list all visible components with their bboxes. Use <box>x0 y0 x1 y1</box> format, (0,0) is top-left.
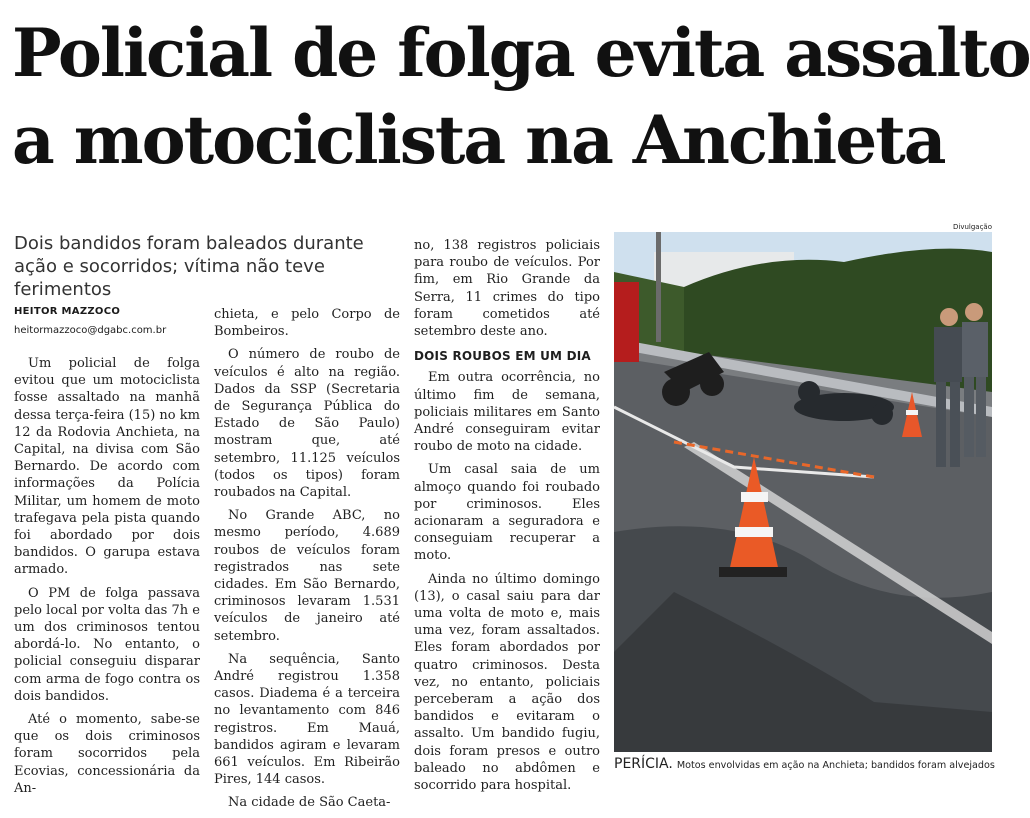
article-column-2 <box>214 306 400 818</box>
article-column-1 <box>14 355 200 803</box>
paragraph: O número de roubo de veículos é alto na região. Dados da SSP (Secretaria de Segurança Pública do Estado de São Paulo) mostram que, até setembro, 11.125 veículos (todos os tipos) foram roubados na Capital. <box>214 347 400 501</box>
article-column-3 <box>414 237 600 800</box>
paragraph: Em outra ocorrência, no último fim de semana, policiais militares em Santo André conseguiram evitar roubo de moto na cidade. <box>414 370 600 455</box>
paragraph: O PM de folga passava pelo local por volta das 7h e um dos criminosos tentou abordá-lo. No entanto, o policial conseguiu disparar com arma de fogo contra os dois bandidos. <box>14 585 200 704</box>
paragraph: Na cidade de São Caeta- <box>228 795 391 811</box>
paragraph: No Grande ABC, no mesmo período, 4.689 roubos de veículos foram registrados nas sete cidades. Em São Bernardo, criminosos levaram 1.531 veículos de janeiro até setembro. <box>214 508 400 644</box>
paragraph: Ainda no último domingo (13), o casal saiu para dar uma volta de moto e, mais uma vez, foram assaltados. Eles foram abordados por quatro criminosos. Desta vez, no entanto, policiais perceberam a ação dos bandidos e evitaram o assalto. Um bandido fugiu, dois foram presos e outro baleado no abdômen e socorrido para hospital. <box>414 571 600 794</box>
photo-credit: Divulgação <box>952 223 992 231</box>
paragraph: Um casal saia de um almoço quando foi roubado por criminosos. Eles acionaram a seguradora e conseguiam recuperar a moto. <box>414 462 600 564</box>
subheading: DOIS ROUBOS EM UM DIA <box>414 349 591 364</box>
byline-author: HEITOR MAZZOCO <box>14 306 121 317</box>
headline <box>12 10 1030 184</box>
paragraph: no, 138 registros policiais para roubo de veículos. Por fim, em Rio Grande da Serra, 11 crimes do tipo foram cometidos até setembro deste ano. <box>414 238 600 340</box>
paragraph: Até o momento, sabe-se que os dois criminosos foram socorridos pela Ecovias, concessionária da An- <box>14 712 200 796</box>
headline-line-1: Policial de folga evita assalto <box>12 14 1030 92</box>
caption-label: PERÍCIA. <box>614 756 673 772</box>
paragraph: Um policial de folga evitou que um motociclista fosse assaltado na manhã dessa terça-feira (15) no km 12 da Rodovia Anchieta, na Capital, na divisa com São Bernardo. De acordo com informações da Polícia Militar, um homem de moto trafegava pela pista quando foi abordado por dois bandidos. O garupa estava armado. <box>14 356 200 578</box>
paragraph: Na sequência, Santo André registrou 1.358 casos. Diadema é a terceira no levantamento com 846 registros. Em Mauá, bandidos agiram e levaram 661 veículos. Em Ribeirão Pires, 144 casos. <box>214 651 400 788</box>
news-photo <box>614 232 992 752</box>
photo-illustration <box>614 232 992 752</box>
paragraph: chieta, e pelo Corpo de Bombeiros. <box>214 307 400 340</box>
headline-line-2: a motociclista na Anchieta <box>12 101 945 179</box>
photo-caption <box>614 756 999 772</box>
byline-email: heitormazzoco@dgabc.com.br <box>14 325 167 336</box>
deck-subtitle: Dois bandidos foram baleados durante ação e socorridos; vítima não teve ferimentos <box>14 233 364 300</box>
caption-text: Motos envolvidas em ação na Anchieta; bandidos foram alvejados <box>676 760 995 771</box>
